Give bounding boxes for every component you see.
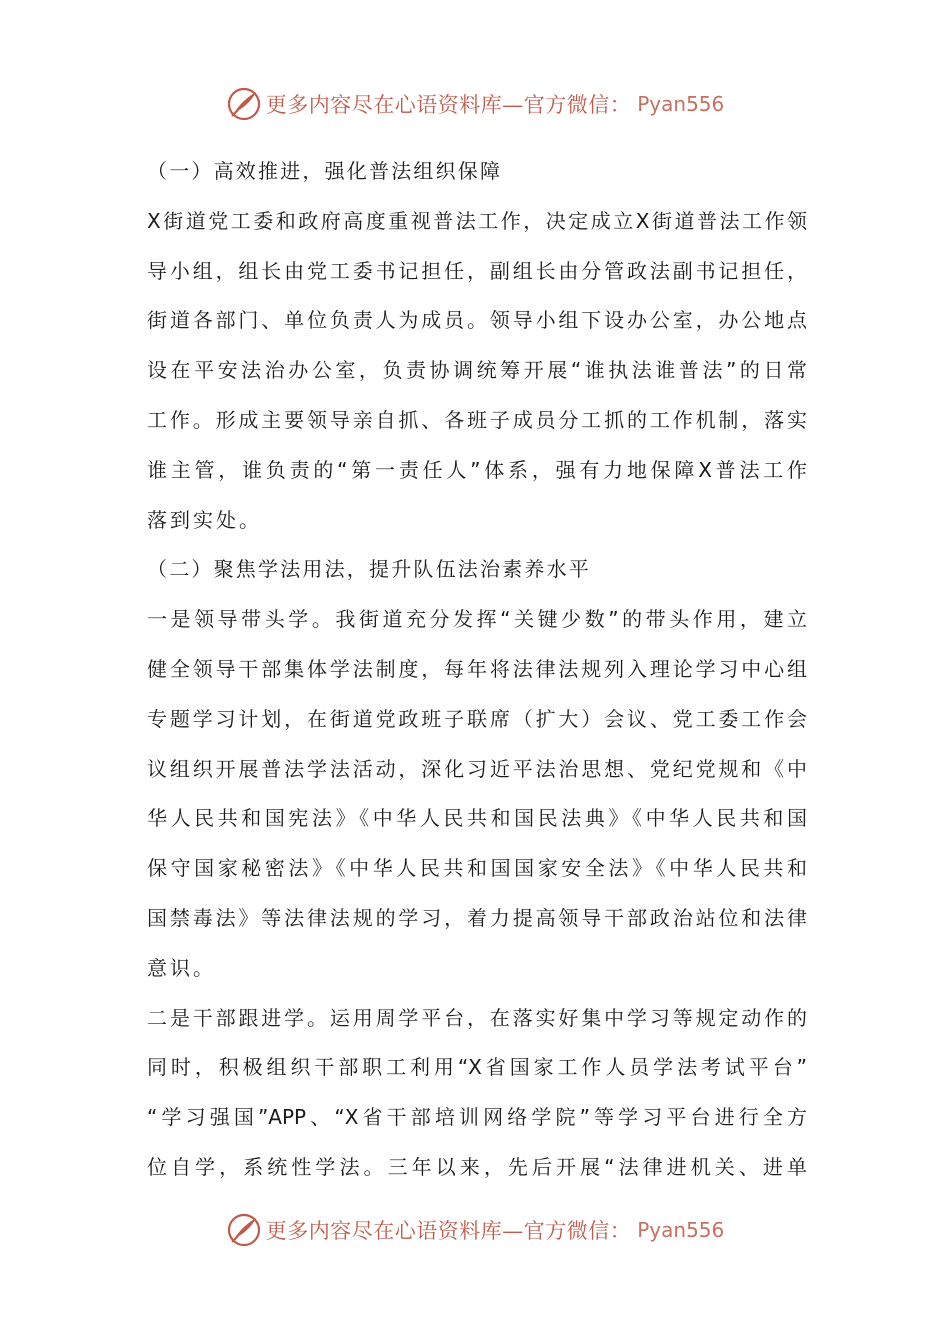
- banner-text: 更多内容尽在心语资料库—官方微信：: [265, 93, 632, 117]
- text-line: 谁主管，谁负责的“第一责任人”体系，强有力地保障X普法工作: [147, 457, 807, 482]
- text-line: 落到实处。: [147, 507, 262, 532]
- watermark-banner-top: [0, 82, 950, 126]
- text-line: 设在平安法治办公室，负责协调统筹开展“谁执法谁普法”的日常: [147, 358, 807, 383]
- text-line: 国禁毒法》等法律法规的学习，着力提高领导干部政治站位和法律: [147, 905, 807, 930]
- banner-text: 更多内容尽在心语资料库—官方微信：: [265, 1219, 632, 1243]
- text-line: 意识。: [147, 955, 216, 980]
- quill-logo-icon: [226, 1212, 262, 1248]
- text-line: 导小组，组长由党工委书记担任，副组长由分管政法副书记担任，: [147, 258, 807, 283]
- quill-logo-icon: [226, 86, 262, 122]
- wechat-id: Pyan556: [637, 92, 725, 116]
- text-line: 位自学，系统性学法。三年以来，先后开展“法律进机关、进单: [147, 1154, 807, 1179]
- text-line: 工作。形成主要领导亲自抓、各班子成员分工抓的工作机制，落实: [147, 407, 807, 432]
- text-line: 保守国家秘密法》《中华人民共和国国家安全法》《中华人民共和: [147, 856, 807, 881]
- text-line: 议组织开展普法学法活动，深化习近平法治思想、党纪党规和《中: [147, 756, 807, 781]
- text-line: 健全领导干部集体学法制度，每年将法律法规列入理论学习中心组: [147, 656, 807, 681]
- section-heading: （一）高效推进，强化普法组织保障: [147, 159, 503, 183]
- watermark-banner-bottom: [0, 1208, 950, 1252]
- text-line: 街道各部门、单位负责人为成员。领导小组下设办公室，办公地点: [147, 308, 807, 333]
- text-line: X街道党工委和政府高度重视普法工作，决定成立X街道普法工作领: [147, 208, 807, 233]
- document-body: [147, 147, 807, 1193]
- text-line: 同时，积极组织干部职工利用“X省国家工作人员学法考试平台”: [147, 1055, 807, 1080]
- section-heading: （二）聚焦学法用法，提升队伍法治素养水平: [147, 557, 591, 582]
- text-line: 华人民共和国宪法》《中华人民共和国民法典》《中华人民共和国: [147, 806, 807, 831]
- text-line: 二是干部跟进学。运用周学平台，在落实好集中学习等规定动作的: [147, 1005, 807, 1030]
- text-line: 一是领导带头学。我街道充分发挥“关键少数”的带头作用，建立: [147, 607, 807, 632]
- text-line: “学习强国”APP、“X省干部培训网络学院”等学习平台进行全方: [147, 1105, 807, 1130]
- wechat-id: Pyan556: [637, 1218, 725, 1242]
- text-line: 专题学习计划，在街道党政班子联席（扩大）会议、党工委工作会: [147, 706, 807, 731]
